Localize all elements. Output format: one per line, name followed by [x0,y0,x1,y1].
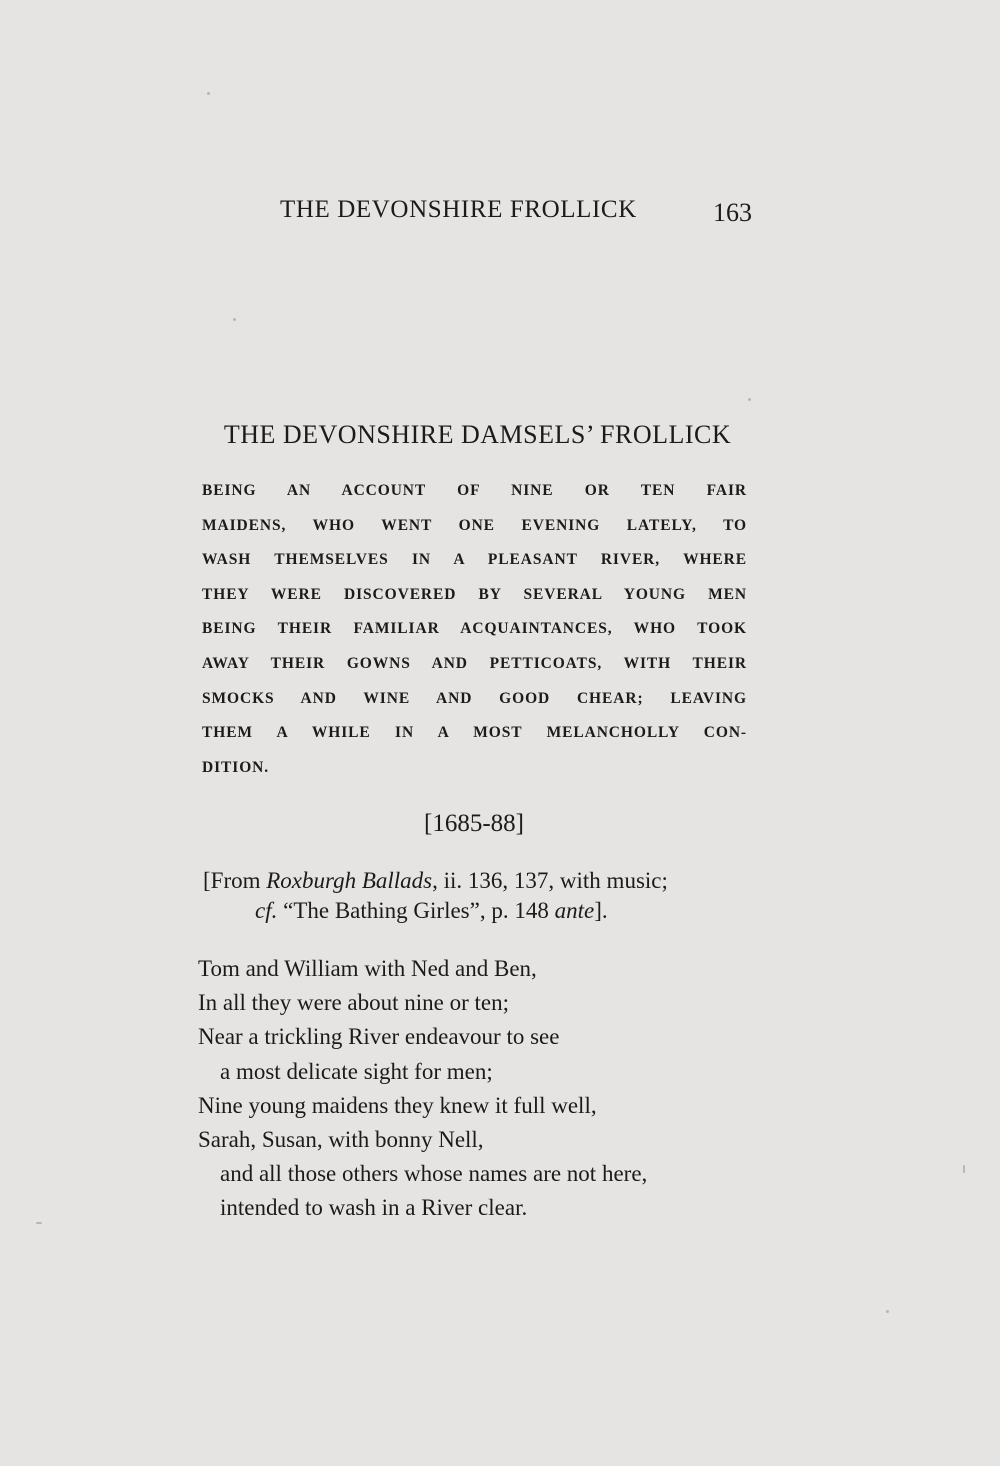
verse-line: and all those others whose names are not here, [220,1161,648,1187]
source-note [203,866,748,926]
verse-stanza [198,952,758,1226]
source-prefix: [From [203,868,267,893]
source-reference: , ii. 136, 137, with music; [432,868,668,893]
verse-line: Tom and William with Ned and Ben, [198,956,537,981]
paper-speck [963,1165,965,1173]
source-cross-reference: “The Bathing Girles”, p. 148 [277,898,555,923]
subtitle-line: AWAY THEIR GOWNS AND PETTICOATS, WITH THEIR [202,654,747,672]
subtitle-line: BEING THEIR FAMILIAR ACQUAINTANCES, WHO TOOK [202,620,747,638]
subtitle-line: THEY WERE DISCOVERED BY SEVERAL YOUNG MEN [202,585,747,603]
subtitle-line: WASH THEMSELVES IN A PLEASANT RIVER, WHERE [202,551,747,569]
verse-line: Near a trickling River endeavour to see [198,1024,560,1050]
running-head [280,196,755,232]
subtitle-line: BEING AN ACCOUNT OF NINE OR TEN FAIR [202,482,747,499]
subtitle-line: THEM A WHILE IN A MOST MELANCHOLLY CON- [202,724,747,742]
paper-speck [748,398,751,401]
source-line [203,896,748,926]
source-book-title: Roxburgh Ballads [266,868,433,893]
ballad-subtitle [202,482,747,793]
paper-speck [233,318,236,321]
verse-line: Nine young maidens they knew it full well, [198,1092,597,1118]
source-cf: cf. [255,898,278,923]
paper-speck [36,1222,42,1224]
paper-speck [207,92,210,95]
verse-line: Sarah, Susan, with bonny Nell, [198,1126,484,1152]
subtitle-line: SMOCKS AND WINE AND GOOD CHEAR; LEAVING [202,689,747,707]
verse-line: a most delicate sight for men; [220,1058,493,1084]
verse-line: intended to wash in a River clear. [220,1195,528,1221]
ballad-date: [1685-88] [424,810,524,837]
ballad-title: THE DEVONSHIRE DAMSELS’ FROLLICK [223,420,732,449]
subtitle-line: MAIDENS, WHO WENT ONE EVENING LATELY, TO [202,516,747,534]
verse-line: In all they were about nine or ten; [198,990,510,1016]
subtitle-line: DITION. [202,758,270,776]
source-ante: ante [554,898,595,923]
page-number: 163 [713,198,752,227]
running-title: THE DEVONSHIRE FROLLICK [280,196,637,223]
source-close: ]. [594,898,608,923]
paper-speck [886,1310,889,1313]
source-line [203,866,748,896]
